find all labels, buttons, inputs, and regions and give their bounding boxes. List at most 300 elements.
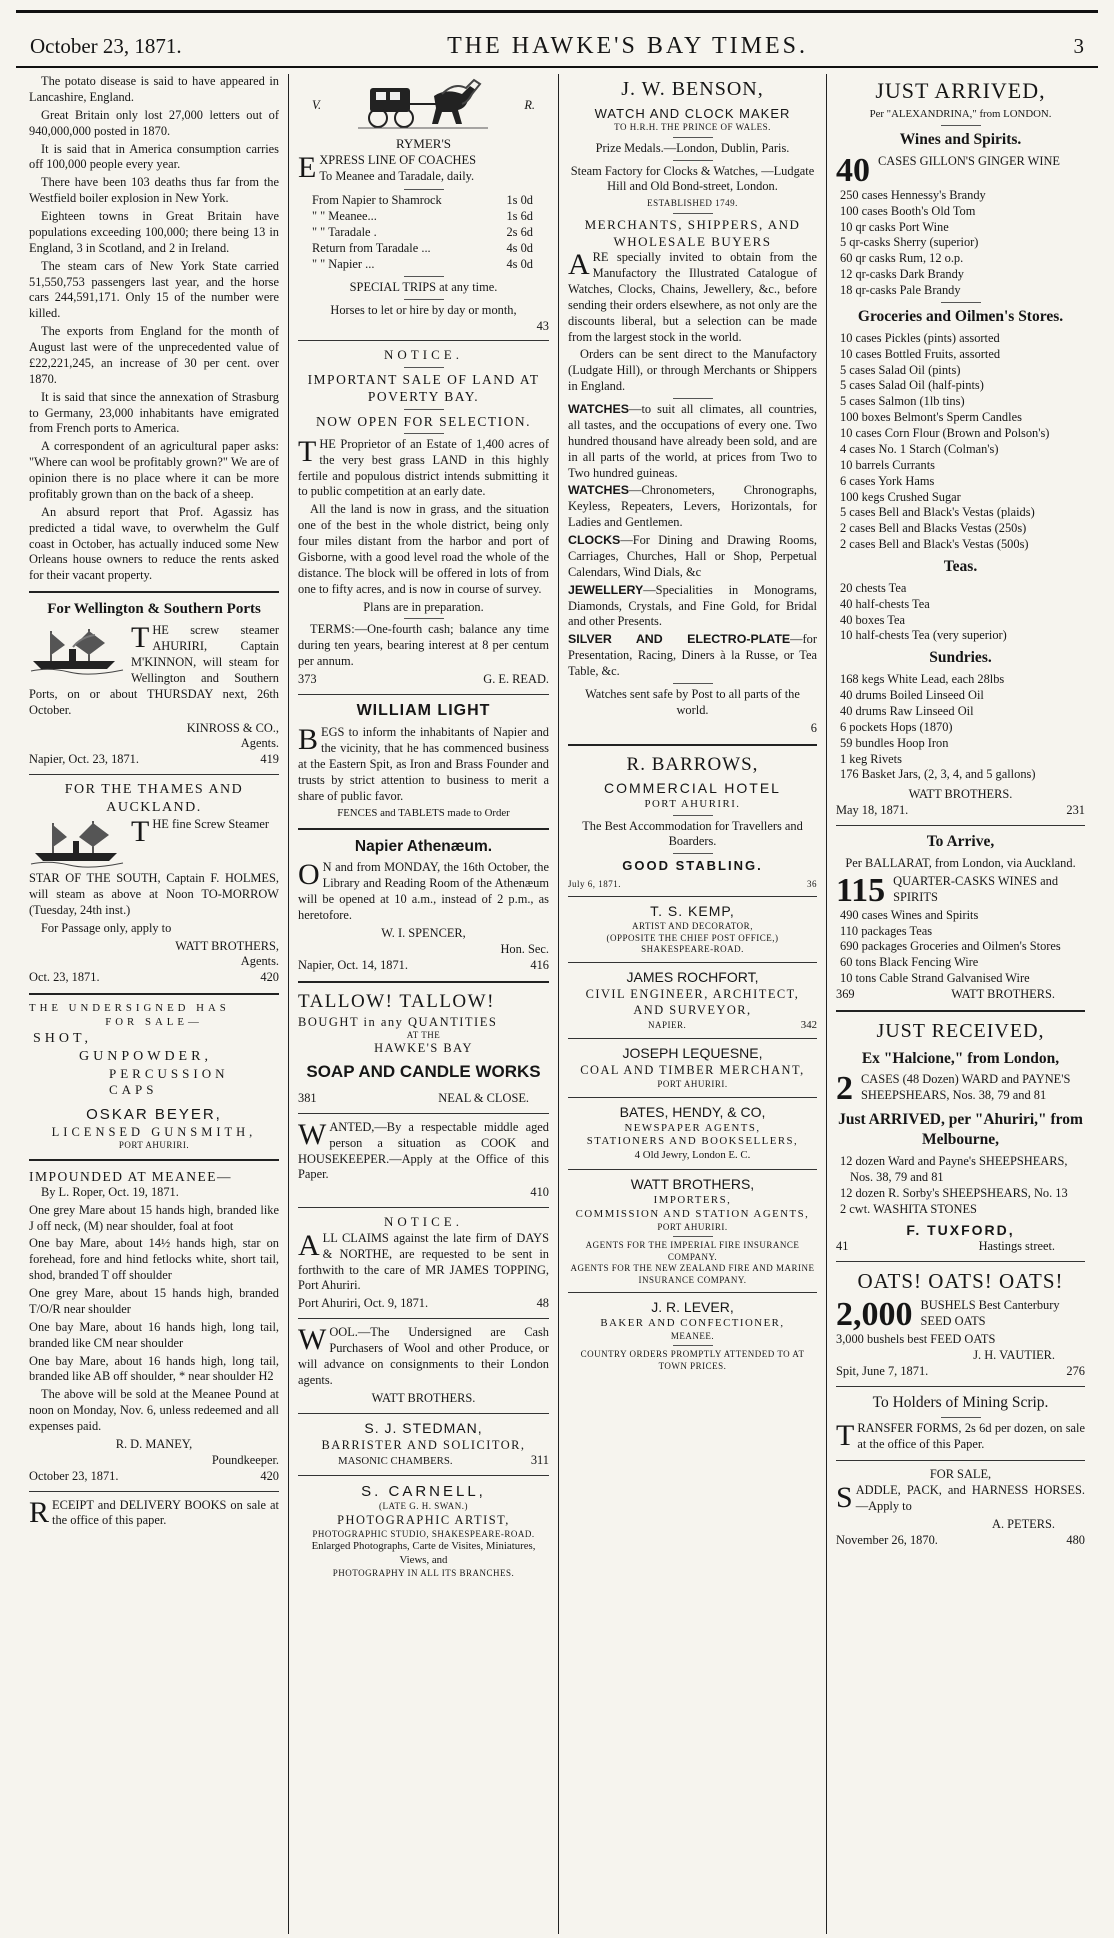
- news-item: It is said that since the annexation of Strasburg to Germany, 23,000 inhabitants have emigrated from French ports to America.: [29, 389, 279, 436]
- list-item: 10 barrels Currants: [840, 457, 935, 472]
- divider: [673, 1345, 713, 1346]
- news-item: The exports from England for the month of August last were of the unprecedented value of £22,221,245, an increase of 30 per cent. over 1870.: [29, 324, 279, 386]
- groceries-list: [836, 331, 1085, 553]
- fare-row: [312, 225, 533, 241]
- ad-heading: For Wellington & Southern Ports: [47, 601, 261, 618]
- page-number: 3: [1073, 33, 1084, 58]
- coach-line-2: To Meanee and Taradale, daily.: [319, 168, 475, 183]
- list-item: 12 dozen Ward and Payne's SHEEPSHEARS, Nos. 38, 79 and 81: [840, 1154, 1068, 1184]
- list-item: 60 tons Black Fencing Wire: [840, 955, 979, 970]
- list-item: 40 drums Raw Linseed Oil: [840, 703, 974, 718]
- list-item: 110 packages Teas: [840, 923, 933, 938]
- ad-line: HAWKE'S BAY: [374, 1041, 473, 1056]
- divider: [673, 398, 713, 399]
- ad-number: 420: [260, 970, 279, 985]
- list-item: 5 cases Salmon (1lb tins): [840, 394, 965, 409]
- divider: [673, 1236, 713, 1237]
- divider: [404, 618, 444, 619]
- ad-line: MASONIC CHAMBERS.: [338, 1455, 453, 1468]
- column-4: [826, 74, 1094, 1934]
- item-key: JEWELLERY: [568, 582, 644, 597]
- ad-wool: [298, 1325, 549, 1406]
- fare-price: 2s 6d: [506, 225, 533, 240]
- ad-rymer-coaches: [298, 74, 549, 334]
- ad-subheading: Just ARRIVED, per "Ahuriri," from Melbourne,: [838, 1111, 1083, 1149]
- drop-cap: T: [836, 1418, 855, 1452]
- ad-line: COMMERCIAL HOTEL: [604, 779, 781, 796]
- ad-line: GUNPOWDER,: [79, 1048, 212, 1064]
- list-item: 10 cases Pickles (pints) assorted: [840, 330, 1000, 345]
- section-heading: Groceries and Oilmen's Stores.: [857, 307, 1064, 325]
- ad-number: 6: [810, 720, 817, 735]
- ad-subheading: MERCHANTS, SHIPPERS, AND WHOLESALE BUYERS: [584, 216, 801, 249]
- ad-line: TO H.R.H. THE PRINCE OF WALES.: [614, 122, 771, 133]
- ad-line: COMMISSION AND STATION AGENTS,: [575, 1207, 810, 1220]
- ad-line: PHOTOGRAPHY IN ALL ITS BRANCHES.: [332, 1567, 515, 1578]
- signatory: NEAL & CLOSE.: [438, 1090, 529, 1105]
- ad-number: 480: [1066, 1532, 1085, 1547]
- ad-body: N and from MONDAY, the 16th October, the Library and Reading Room of the Athenæum will be opened at 10 a.m., instead of 2 p.m., as heretofore.: [298, 860, 549, 923]
- ad-heading: JOSEPH LEQUESNE,: [622, 1045, 763, 1062]
- news-paragraphs: [29, 74, 279, 584]
- divider: [568, 1038, 817, 1039]
- impound-item: One grey Mare about 15 hands high, branded like J off neck, (M) near shoulder, foal at foot: [29, 1202, 279, 1233]
- ad-line: ESTABLISHED 1749.: [647, 198, 738, 209]
- ad-line: BOUGHT in any QUANTITIES: [298, 1014, 498, 1029]
- ad-line: WATCH AND CLOCK MAKER: [594, 105, 791, 121]
- list-item: 6 cases York Hams: [840, 473, 935, 488]
- secretary-role: Hon. Sec.: [500, 941, 549, 956]
- divider: [568, 1169, 817, 1170]
- impound-item: One bay Mare, about 16 hands high, long tail, branded like CM near shoulder: [29, 1319, 279, 1350]
- ad-line: STATIONERS AND BOOKSELLERS,: [586, 1135, 799, 1148]
- news-item: A correspondent of an agricultural paper asks: "Where can wool be profitably grown?" We are of opinion there is no place where it can be more profitably grown than on the back of a sheep.: [29, 439, 279, 501]
- ad-line: The Best Accommodation for Travellers and Boarders.: [582, 818, 803, 849]
- ad-line: FOR SALE—: [105, 1015, 203, 1028]
- ad-line: Prize Medals.—London, Dublin, Paris.: [595, 140, 790, 155]
- ad-stedman: [298, 1420, 549, 1470]
- stabling: GOOD STABLING.: [622, 858, 763, 874]
- ad-just-received: [836, 1019, 1085, 1255]
- list-item: 20 chests Tea: [840, 580, 907, 595]
- terms: TERMS:—One-fourth cash; balance any time during ten years, bearing interest at 8 per centum per annum.: [298, 622, 549, 669]
- ad-number: 43: [536, 318, 549, 333]
- signatory: F. TUXFORD,: [906, 1221, 1015, 1238]
- divider: [404, 299, 444, 300]
- fare-price: 1s 0d: [506, 193, 533, 208]
- item-text: —to suit all climates, all countries, all tastes, and the occupations of every one. Two hundred thousand have already been sold, and are in all parts of the world, at prices from Two to Two hundred guineas.: [568, 402, 817, 480]
- divider: [673, 160, 713, 161]
- ad-body: HE Proprietor of an Estate of 1,400 acres of the very best grass LAND in this highly fertile and populous district intends submitting it to public competition at an early date.: [298, 436, 549, 499]
- item-text: —For Dining and Drawing Rooms, Carriages, Churches, Hall or Shop, Perpetual Calendars, Wind Dials, &c: [568, 533, 817, 579]
- ad-bates-hendy: [568, 1104, 817, 1163]
- signatory: WATT BROTHERS.: [951, 987, 1055, 1002]
- divider: [568, 896, 817, 897]
- ad-number: 373: [298, 672, 317, 687]
- arrival-list: [836, 908, 1085, 987]
- ad-line: COUNTRY ORDERS PROMPTLY ATTENDED TO AT TOWN PRICES.: [580, 1349, 805, 1371]
- divider: [404, 409, 444, 410]
- divider: [29, 774, 279, 775]
- divider: [941, 302, 981, 303]
- benson-item: [568, 402, 817, 481]
- ad-line: CASES (48 Dozen) WARD and PAYNE'S SHEEPSHEARS, Nos. 38, 79 and 81: [861, 1072, 1071, 1103]
- teas-list: [836, 581, 1085, 645]
- impound-item: One grey Mare, about 15 hands high, branded T/O/R near shoulder: [29, 1286, 279, 1316]
- divider: [673, 815, 713, 816]
- ad-subheading: Ex "Halcione," from London,: [861, 1049, 1060, 1067]
- ad-date: November 26, 1870.: [836, 1532, 938, 1547]
- drop-cap: R: [29, 1495, 50, 1529]
- ad-oats: [836, 1268, 1085, 1380]
- item-text: —Chronometers, Chronographs, Keyless, Repeaters, Levers, Horizontals, for Ladies and Gentlemen.: [568, 483, 817, 530]
- ad-barrows: [568, 753, 817, 891]
- gunsmith-place: PORT AHURIRI.: [118, 1140, 190, 1150]
- drop-cap: E: [298, 150, 317, 184]
- ad-for-sale: [836, 1467, 1085, 1548]
- soap-works: SOAP AND CANDLE WORKS: [306, 1062, 541, 1082]
- list-item: 176 Basket Jars, (2, 3, 4, and 5 gallons): [840, 767, 1036, 782]
- fare-route: " " Taradale .: [312, 225, 377, 240]
- ad-heading: J. R. LEVER,: [651, 1299, 734, 1316]
- fare-row: [312, 241, 533, 257]
- ad-line: AT THE: [406, 1029, 441, 1040]
- ad-line: 4 Old Jewry, London E. C.: [634, 1149, 751, 1162]
- ad-notice-claims: [298, 1214, 549, 1312]
- item-key: WATCHES: [568, 402, 630, 416]
- list-item: 690 packages Groceries and Oilmen's Stores: [840, 939, 1061, 954]
- ad-subheading: IMPORTANT SALE OF LAND AT POVERTY BAY.: [307, 372, 540, 405]
- fare-price: 4s 0d: [506, 256, 533, 271]
- ad-date: July 6, 1871.: [568, 878, 622, 889]
- signatory: WATT BROTHERS.: [908, 787, 1013, 802]
- divider: [404, 433, 444, 434]
- ad-heading: JUST ARRIVED,: [875, 78, 1046, 103]
- ad-body: All the land is now in grass, and the situation one of the best in the whole district, being only four miles distant from the harbor and port of Gisborne, with a good level road the whole of the distance. The block will be offered in lots of from one to fifty acres, and is now in course of survey.: [298, 502, 549, 596]
- ad-number: 342: [800, 1018, 817, 1031]
- benson-item: [568, 483, 817, 531]
- ad-heading: R. BARROWS,: [626, 753, 759, 775]
- benson-item: [568, 583, 817, 631]
- columns: [20, 74, 1094, 1934]
- ad-heading: JUST RECEIVED,: [876, 1019, 1045, 1042]
- item-key: CLOCKS: [568, 533, 621, 547]
- section-heading: Wines and Spirits.: [899, 130, 1022, 148]
- ad-heading: To Arrive,: [926, 833, 995, 851]
- divider: [298, 1113, 549, 1114]
- ad-line: QUARTER-CASKS WINES and SPIRITS: [893, 873, 1059, 904]
- ad-land-sale: [298, 347, 549, 688]
- divider: [568, 744, 817, 746]
- ad-heading: Napier Athenæum.: [354, 837, 493, 855]
- list-item: 250 cases Hennessy's Brandy: [840, 187, 986, 202]
- divider: [298, 828, 549, 830]
- ad-lequesne: [568, 1045, 817, 1090]
- list-item: 5 cases Salad Oil (half-pints): [840, 378, 984, 393]
- drop-cap: A: [298, 1228, 320, 1262]
- section-heading: Teas.: [943, 558, 978, 575]
- impound-item: One bay Mare, about 16 hands high, long tail, branded like AB off shoulder, * near shoulder H2: [29, 1353, 279, 1384]
- ad-number: 311: [530, 1453, 549, 1468]
- section-heading: Sundries.: [929, 649, 992, 667]
- ad-body: RANSFER FORMS, 2s 6d per dozen, on sale at the office of this Paper.: [857, 1420, 1085, 1451]
- special-trips: SPECIAL TRIPS at any time.: [349, 279, 498, 294]
- item-text: —for Presentation, Racing, Diners à la Russe, or Tea Table, &c.: [568, 632, 817, 678]
- ad-lever: [568, 1299, 817, 1372]
- ad-tallow: [298, 990, 549, 1107]
- list-item: 100 kegs Crushed Sugar: [840, 489, 961, 504]
- divider: [836, 825, 1085, 826]
- masthead: [30, 28, 1084, 64]
- fare-row: [312, 257, 533, 273]
- ad-star-of-south: [29, 781, 279, 986]
- ad-carnell: [298, 1482, 549, 1579]
- agent-name: KINROSS & CO.,: [186, 720, 279, 735]
- ad-line: MEANEE.: [670, 1330, 715, 1341]
- news-item: Eighteen towns in Great Britain have populations exceeding 100,000; there being 13 in England, 3 in Scotland, and 2 in Ireland.: [29, 209, 279, 255]
- rymer-label: RYMER'S: [395, 136, 452, 151]
- ad-heading: WILLIAM LIGHT: [356, 701, 491, 719]
- drop-cap: T: [131, 815, 150, 848]
- divider: [298, 1475, 549, 1476]
- ad-subheading: NOW OPEN FOR SELECTION.: [315, 413, 531, 429]
- divider: [673, 213, 713, 214]
- divider: [836, 1460, 1085, 1461]
- masthead-date: October 23, 1871.: [30, 33, 182, 58]
- ad-heading: T. S. KEMP,: [650, 903, 735, 920]
- fare-route: " " Meanee...: [312, 209, 377, 224]
- ad-line: ARTIST AND DECORATOR,: [632, 921, 753, 932]
- list-item: 12 dozen R. Sorby's SHEEPSHEARS, No. 13: [840, 1185, 1068, 1200]
- ad-number: 419: [260, 752, 279, 767]
- divider: [29, 1159, 279, 1161]
- ad-number: 231: [1066, 803, 1085, 818]
- ad-just-arrived: [836, 77, 1085, 819]
- divider: [404, 276, 444, 277]
- ad-body: OOL.—The Undersigned are Cash Purchasers of Wool and other Produce, or will advance on consignments to their London agents.: [298, 1325, 549, 1387]
- gunsmith-title: LICENSED GUNSMITH,: [51, 1125, 257, 1139]
- news-item: There have been 103 deaths thus far from the Westfield boiler explosion in New York.: [29, 175, 279, 206]
- ad-mining-scrip: [836, 1393, 1085, 1455]
- ad-rochfort: [568, 969, 817, 1032]
- list-item: 10 cases Corn Flour (Brown and Polson's): [840, 426, 1050, 440]
- list-item: 59 bundles Hoop Iron: [840, 735, 949, 750]
- column-2: [288, 74, 558, 1934]
- drop-cap: W: [298, 1323, 327, 1357]
- ad-athenaeum: [298, 837, 549, 974]
- list-item: 168 kegs White Lead, each 28lbs: [840, 672, 1005, 687]
- ad-number: 276: [1066, 1363, 1085, 1378]
- big-number: 115: [836, 871, 886, 909]
- divider: [29, 1491, 279, 1492]
- ad-body: Orders can be sent direct to the Manufactory (Ludgate Hill), or through Merchants or Shippers in England.: [568, 347, 817, 394]
- ad-body: ECEIPT and DELIVERY BOOKS on sale at the office of this paper.: [52, 1497, 279, 1528]
- ad-body: HE screw steamer AHURIRI, Captain M'KINNON, will steam for Wellington and Southern Ports, on or about THURSDAY next, 26th October.: [29, 623, 279, 717]
- secretary-name: W. I. SPENCER,: [381, 925, 466, 940]
- steamship-icon: [29, 625, 125, 675]
- ad-line: NAPIER.: [648, 1019, 687, 1030]
- ad-number: 410: [530, 1185, 549, 1200]
- drop-cap: W: [298, 1117, 327, 1151]
- ad-heading: To Holders of Mining Scrip.: [872, 1393, 1049, 1411]
- coach-r: R.: [524, 98, 535, 112]
- ad-date: May 18, 1871.: [836, 803, 909, 818]
- ad-heading: TALLOW! TALLOW!: [298, 990, 495, 1012]
- divider: [298, 340, 549, 341]
- ad-line: PERCUSSION CAPS: [109, 1065, 229, 1098]
- steamship-icon: [29, 819, 125, 869]
- poundkeeper-role: Poundkeeper.: [211, 1452, 279, 1467]
- big-number: 2: [836, 1070, 853, 1108]
- signatory: J. H. VAUTIER.: [973, 1348, 1055, 1363]
- fare-price: 4s 0d: [506, 241, 533, 255]
- ad-line: (LATE G. H. SWAN.): [379, 1501, 468, 1512]
- drop-cap: T: [131, 621, 150, 655]
- benson-item: [568, 533, 817, 581]
- ad-line: AGENTS FOR THE IMPERIAL FIRE INSURANCE COMPANY.: [585, 1240, 800, 1262]
- ad-line: Steam Factory for Clocks & Watches, —Ludgate Hill and Old Bond-street, London.: [570, 163, 815, 194]
- ad-line: PORT AHURIRI.: [657, 1221, 728, 1232]
- masthead-rule: [16, 66, 1098, 68]
- benson-item: [568, 632, 817, 680]
- divider: [941, 125, 981, 126]
- ad-line: THE UNDERSIGNED HAS: [29, 1002, 230, 1015]
- ad-body: ADDLE, PACK, and HARNESS HORSES.—Apply to: [855, 1483, 1085, 1514]
- ad-line: 3,000 bushels best FEED OATS: [836, 1332, 996, 1347]
- agent-name: WATT BROTHERS,: [175, 938, 279, 953]
- ad-note: The above will be sold at the Meanee Pound at noon on Monday, Nov. 6, unless redeemed and all expenses paid.: [29, 1387, 279, 1434]
- news-item: An absurd report that Prof. Agassiz has predicted a tidal wave, to overwhelm the Gulf coast in October, has actually induced some New Orleans house owners to reduce the rents asked for their vacant property.: [29, 504, 279, 583]
- coach-line-1: XPRESS LINE OF COACHES: [319, 152, 476, 167]
- ad-heading: NOTICE.: [384, 1214, 463, 1230]
- horses-line: Horses to let or hire by day or month,: [330, 302, 517, 317]
- ad-date: Port Ahuriri, Oct. 9, 1871.: [298, 1296, 429, 1311]
- list-item: 5 cases Salad Oil (pints): [840, 362, 961, 377]
- ad-date: Oct. 23, 1871.: [29, 970, 100, 985]
- item-text: —Specialities in Monograms, Diamonds, Crystals, and Fine Gold, for Bridal and other Presents.: [568, 582, 817, 629]
- coach-and-horses-icon: [358, 74, 488, 132]
- wines-list: [836, 188, 1085, 299]
- list-item: 60 qr casks Rum, 12 o.p.: [840, 251, 964, 266]
- address: Hastings street.: [978, 1239, 1055, 1254]
- news-item: Great Britain only lost 27,000 letters out of 940,000,000 posted in 1870.: [29, 107, 279, 138]
- ad-kemp: [568, 903, 817, 955]
- divider: [836, 1261, 1085, 1262]
- ad-heading: S. CARNELL,: [361, 1483, 486, 1501]
- ad-heading: NOTICE.: [384, 347, 463, 363]
- impound-item: One bay Mare, about 14½ hands high, star on forehead, fore and hind fetlocks white, short tail, shod, branded T off shoulder: [29, 1236, 279, 1283]
- ad-line: PHOTOGRAPHIC STUDIO, SHAKESPEARE-ROAD.: [312, 1528, 535, 1539]
- ad-body: HE fine Screw Steamer: [152, 817, 269, 831]
- benson-items: [568, 402, 817, 680]
- sundries-list: [836, 672, 1085, 783]
- ad-date: October 23, 1871.: [29, 1468, 119, 1483]
- drop-cap: A: [568, 248, 590, 282]
- list-item: 5 qr-casks Sherry (superior): [840, 235, 979, 250]
- list-item: 2 cwt. WASHITA STONES: [840, 1201, 977, 1216]
- fare-row: [312, 193, 533, 209]
- drop-cap: T: [298, 434, 317, 468]
- ad-line: IMPORTERS,: [653, 1193, 732, 1206]
- fare-table: [298, 193, 549, 272]
- ad-body: For Passage only, apply to: [41, 920, 172, 935]
- top-rule: [16, 10, 1098, 13]
- column-3: [558, 74, 826, 1934]
- list-item: 18 qr-casks Pale Brandy: [840, 283, 961, 298]
- divider: [673, 853, 713, 854]
- divider: [29, 591, 279, 593]
- ad-line: BARRISTER AND SOLICITOR,: [321, 1437, 526, 1452]
- drop-cap: O: [298, 858, 320, 892]
- ad-number: 36: [807, 878, 817, 889]
- ad-wanted: [298, 1117, 549, 1201]
- ad-line: COAL AND TIMBER MERCHANT,: [580, 1063, 805, 1078]
- divider: [404, 367, 444, 368]
- ad-heading: OATS! OATS! OATS!: [857, 1269, 1064, 1294]
- item-key: WATCHES: [568, 483, 630, 498]
- divider: [836, 1386, 1085, 1387]
- ad-heading: FOR SALE,: [929, 1467, 992, 1482]
- ad-body: LL CLAIMS against the late firm of DAYS & NORTHE, are requested to be sent in forthwith to the care of MR JAMES TOPPING, Port Ahuriri.: [298, 1230, 549, 1293]
- fare-route: " " Napier ...: [312, 256, 375, 271]
- signatory: WATT BROTHERS.: [371, 1390, 476, 1405]
- ad-line: PORT AHURIRI.: [657, 1079, 728, 1090]
- ad-number: 381: [298, 1090, 317, 1105]
- ad-line: SHOT,: [33, 1030, 93, 1046]
- ad-line: PORT AHURIRI.: [644, 797, 741, 810]
- big-number: 40: [836, 151, 870, 189]
- ad-heading: FOR THE THAMES AND AUCKLAND.: [64, 782, 244, 816]
- ad-watt-brothers: [568, 1176, 817, 1286]
- list-item: 2 cases Bell and Black's Vestas (500s): [840, 537, 1029, 552]
- gunsmith-name: OSKAR BEYER,: [86, 1105, 222, 1123]
- ad-number: 416: [530, 957, 549, 972]
- plans-line: Plans are in preparation.: [363, 599, 484, 614]
- ad-line: BAKER AND CONFECTIONER,: [600, 1317, 785, 1329]
- ad-number: 420: [260, 1468, 279, 1483]
- fare-row: [312, 209, 533, 225]
- list-item: 5 cases Bell and Black's Vestas (plaids): [840, 505, 1035, 520]
- ad-heading: S. J. STEDMAN,: [364, 1419, 483, 1436]
- fare-price: 1s 6d: [506, 209, 533, 224]
- drop-cap: B: [298, 723, 319, 757]
- list-item: 10 tons Cable Strand Galvanised Wire: [840, 971, 1030, 986]
- ad-heading: BATES, HENDY, & CO,: [619, 1103, 766, 1120]
- divider: [404, 189, 444, 190]
- fare-route: Return from Taradale ...: [312, 241, 431, 255]
- ad-line: BUSHELS Best Canterbury SEED OATS: [920, 1298, 1060, 1329]
- divider: [673, 137, 713, 138]
- ad-body: STAR OF THE SOUTH, Captain F. HOLMES, will steam as above at Noon TO-MORROW (Tuesday, 24th inst.): [29, 871, 279, 917]
- ad-heading: WATT BROTHERS,: [630, 1175, 755, 1192]
- list-item: 1 keg Rivets: [840, 751, 902, 766]
- list-item: 40 drums Boiled Linseed Oil: [840, 688, 984, 703]
- ad-ahuriri-steamer: [29, 600, 279, 768]
- agent-label: Agents.: [240, 736, 279, 751]
- divider: [568, 962, 817, 963]
- ad-line: CIVIL ENGINEER, ARCHITECT, AND SURVEYOR,: [585, 986, 800, 1017]
- ad-date: Napier, Oct. 14, 1871.: [298, 957, 408, 972]
- list-item: 6 pockets Hops (1870): [840, 719, 953, 734]
- item-key: SILVER AND ELECTRO-PLATE: [568, 632, 791, 647]
- ad-impounded: [29, 1168, 279, 1485]
- list-item: 10 half-chests Tea (very superior): [840, 628, 1007, 643]
- list-item: 40 boxes Tea: [840, 612, 905, 627]
- list-item: 40 half-chests Tea: [840, 596, 930, 611]
- ad-william-light: [298, 701, 549, 821]
- ad-number: 369: [836, 987, 855, 1002]
- divider: [836, 1010, 1085, 1012]
